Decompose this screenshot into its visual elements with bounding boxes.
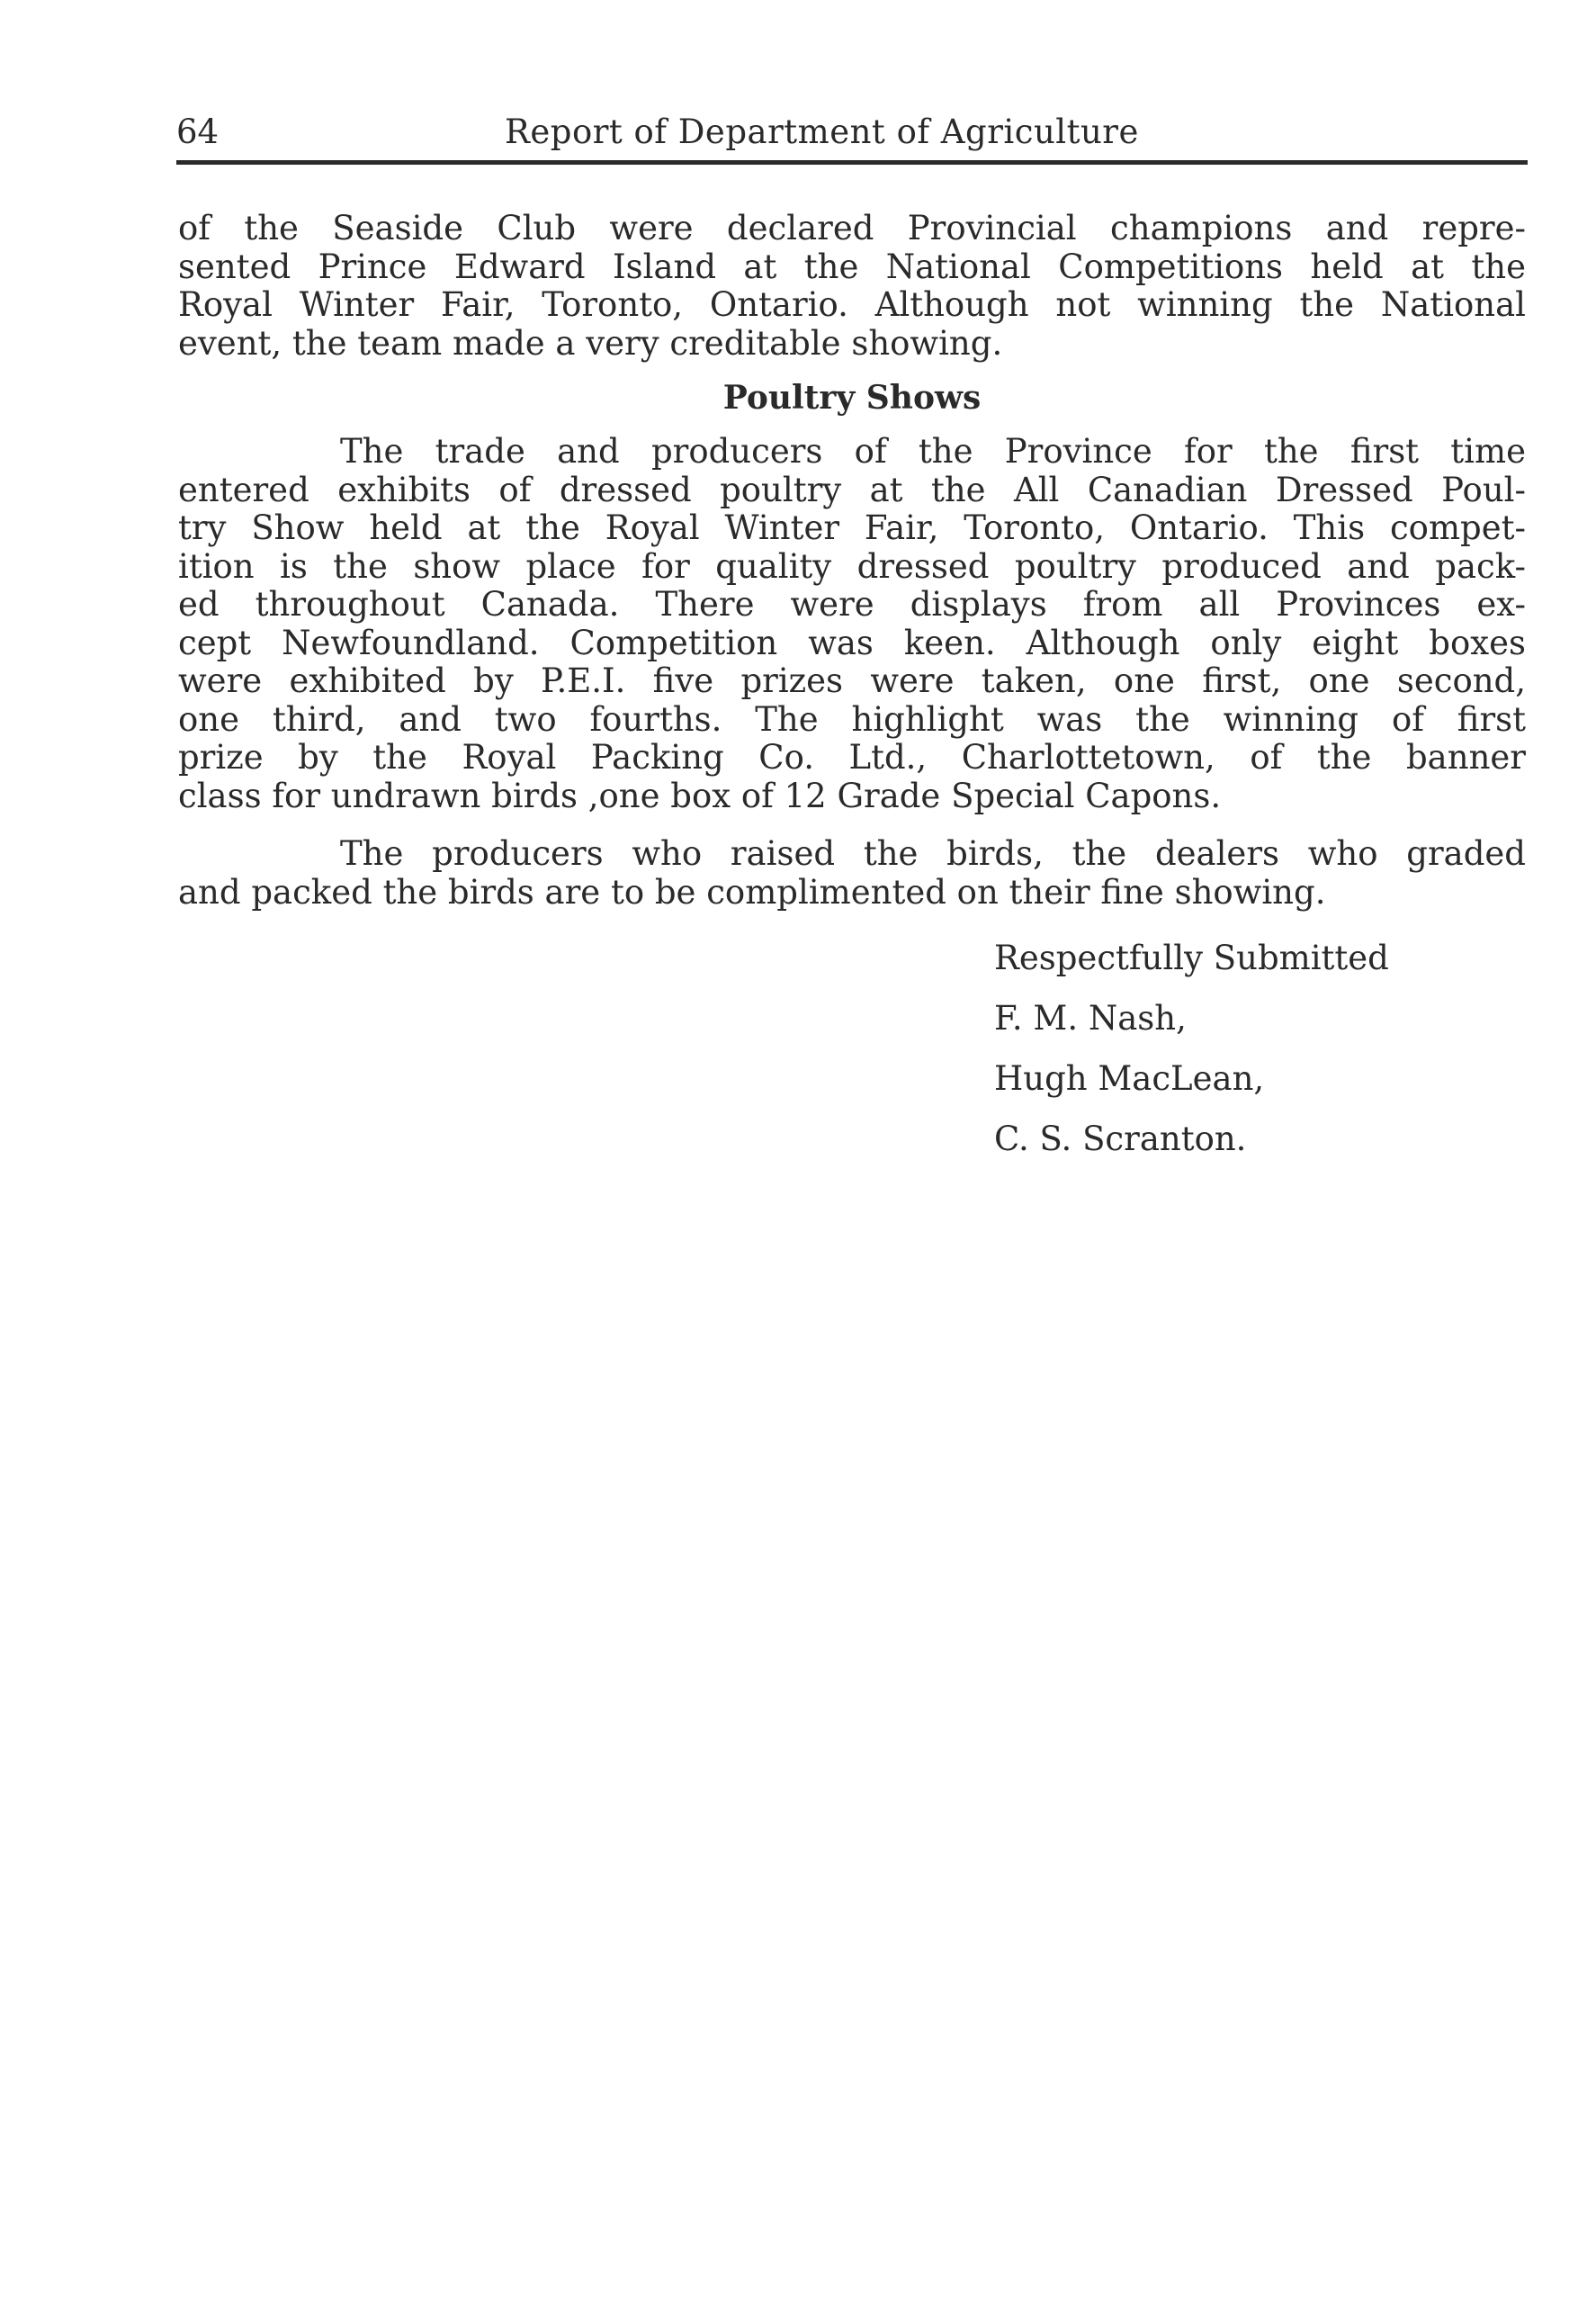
text-line: prize by the Royal Packing Co. Ltd., Charlottetown, of the banner — [178, 738, 1526, 777]
section-heading: Poultry Shows — [722, 379, 982, 417]
text-line: one third, and two fourths. The highlight was the winning of first — [178, 699, 1526, 739]
text-line: ed throughout Canada. There were displays from all Provinces ex- — [178, 585, 1526, 624]
signatory-name: F. M. Nash, — [994, 999, 1187, 1038]
signatory-name: C. S. Scranton. — [994, 1120, 1247, 1158]
text-line: event, the team made a very creditable showing. — [178, 323, 1003, 363]
text-line: cept Newfoundland. Competition was keen. Although only eight boxes — [178, 623, 1526, 662]
text-line: were exhibited by P.E.I. five prizes were taken, one first, one second, — [178, 661, 1526, 700]
text-line: entered exhibits of dressed poultry at the All Canadian Dressed Poul- — [178, 470, 1526, 509]
text-line: and packed the birds are to be complimented on their fine showing. — [178, 872, 1326, 912]
text-line: class for undrawn birds ,one box of 12 Grade Special Capons. — [178, 776, 1222, 815]
signatory-name: Hugh MacLean, — [994, 1059, 1265, 1098]
body-text — [178, 210, 1526, 912]
text-line: The trade and producers of the Province for the first time — [340, 432, 1526, 471]
text-line: try Show held at the Royal Winter Fair, Toronto, Ontario. This compet- — [178, 508, 1526, 547]
closing-line: Respectfully Submitted — [994, 939, 1389, 977]
text-line: ition is the show place for quality dressed poultry produced and pack- — [178, 546, 1526, 586]
header-rule — [176, 160, 1528, 165]
text-line: The producers who raised the birds, the dealers who graded — [340, 834, 1526, 873]
signature-block — [994, 936, 1389, 1177]
paragraph-compliments — [178, 835, 1526, 912]
paragraph-seaside-club — [178, 210, 1526, 363]
text-line: sented Prince Edward Island at the National Competitions held at the — [178, 247, 1526, 286]
text-line: Royal Winter Fair, Toronto, Ontario. Although not winning the National — [178, 285, 1526, 324]
running-head: Report of Department of Agriculture — [505, 112, 1139, 151]
paragraph-poultry-shows — [178, 433, 1526, 815]
text-line: of the Seaside Club were declared Provincial champions and repre- — [178, 209, 1526, 247]
page-number: 64 — [176, 112, 220, 151]
page-header — [176, 110, 1528, 155]
